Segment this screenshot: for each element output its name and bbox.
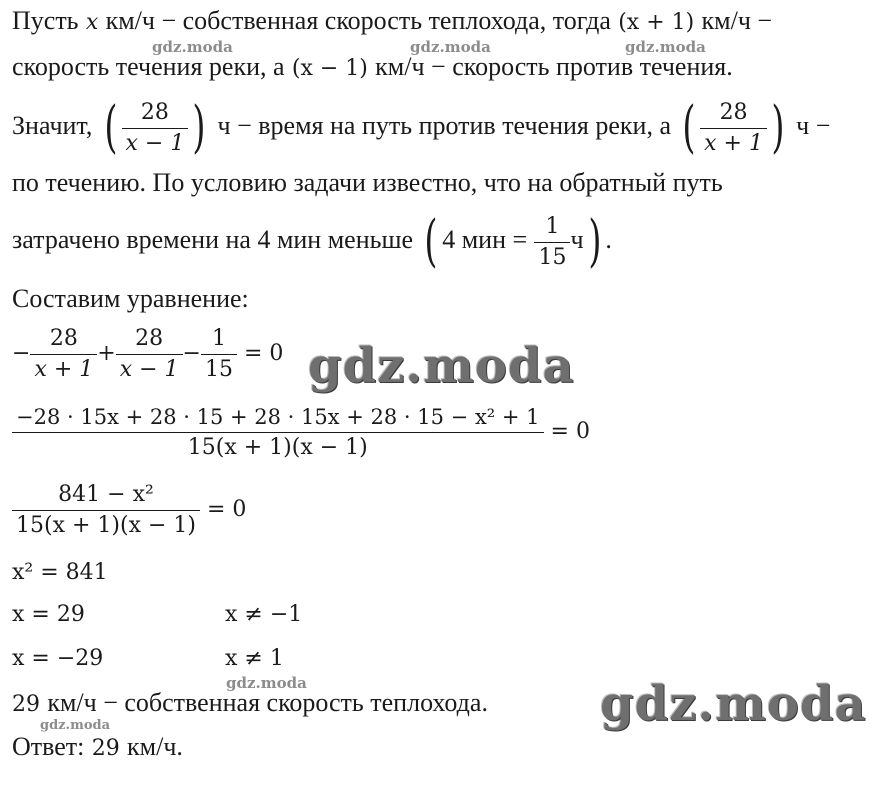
watermark-small: gdz.moda	[625, 38, 706, 56]
equation-6-right: x ≠ 1	[225, 646, 284, 671]
text-line-2: скорость течения реки, а (x − 1) км/ч − скорость против течения.	[12, 52, 733, 81]
watermark-small: gdz.moda	[152, 38, 233, 56]
equation-2: $\frac{\text{−28 · 15x + 28 · 15 + 28 · 15x + 28 · 15 − x² + 1}}{15(x + 1)(x - 1)}$ = 0	[12, 398, 590, 466]
watermark-small: gdz.moda	[40, 718, 111, 733]
text-line-3: Значит, ( $\frac{28}{x - 1}$ ) ч − время на путь против течения реки, а ( $\frac{28}{x + 1}$ ) ч −	[12, 95, 831, 160]
paren-close: )	[192, 95, 206, 160]
equation-6-left: x = −29	[12, 646, 104, 671]
result-line: 29 км/ч − собственная скорость теплохода.	[12, 688, 488, 717]
watermark-large: gdz.moda	[600, 676, 867, 732]
paren-close: )	[771, 95, 785, 160]
equation-1: − $\frac{28}{x + 1}$ + $\frac{28}{x - 1}$ − $\frac{1}{15}$ = 0	[12, 320, 283, 388]
answer-line: Ответ: 29 км/ч.	[12, 732, 183, 761]
text-line-5: затрачено времени на 4 мин меньше ( 4 мин = $\frac{1}{15}$ ч) .	[12, 209, 612, 274]
equation-4: x² = 841	[12, 560, 108, 585]
paren-open: (	[424, 209, 438, 274]
fraction-1-over-15: $\frac{1}{15}$	[534, 212, 570, 273]
watermark-small: gdz.moda	[226, 674, 307, 692]
equation-5-left: x = 29	[12, 602, 85, 627]
watermark-small: gdz.moda	[410, 38, 491, 56]
equation-3: $\frac{\text{841 − x²}}{15(x + 1)(x - 1)}$ = 0	[12, 476, 246, 544]
fraction-28-over-x-minus-1: $\frac{28}{x - 1}$	[122, 98, 189, 159]
paren-open: (	[682, 95, 696, 160]
equation-5-right: x ≠ −1	[225, 602, 303, 627]
fraction-28-over-x-plus-1: $\frac{28}{x + 1}$	[30, 324, 97, 385]
fraction-28-over-x-minus-1: $\frac{28}{x - 1}$	[116, 324, 183, 385]
text-line-6: Составим уравнение:	[12, 284, 249, 313]
paren-close: )	[587, 209, 602, 274]
watermark-large: gdz.moda	[308, 338, 575, 394]
fraction-big: $\frac{\text{−28 · 15x + 28 · 15 + 28 · 15x + 28 · 15 − x² + 1}}{15(x + 1)(x - 1)}$	[12, 402, 544, 463]
fraction-841-minus-x2: $\frac{\text{841 − x²}}{15(x + 1)(x - 1)}$	[12, 480, 200, 541]
fraction-28-over-x-plus-1: $\frac{28}{x + 1}$	[700, 98, 767, 159]
text-line-4: по течению. По условию задачи известно, что на обратный путь	[12, 168, 723, 197]
fraction-1-over-15: $\frac{1}{15}$	[201, 324, 237, 385]
paren-open: (	[104, 95, 118, 160]
text-line-1: Пусть x км/ч − собственная скорость теплохода, тогда (x + 1) км/ч −	[12, 6, 773, 35]
